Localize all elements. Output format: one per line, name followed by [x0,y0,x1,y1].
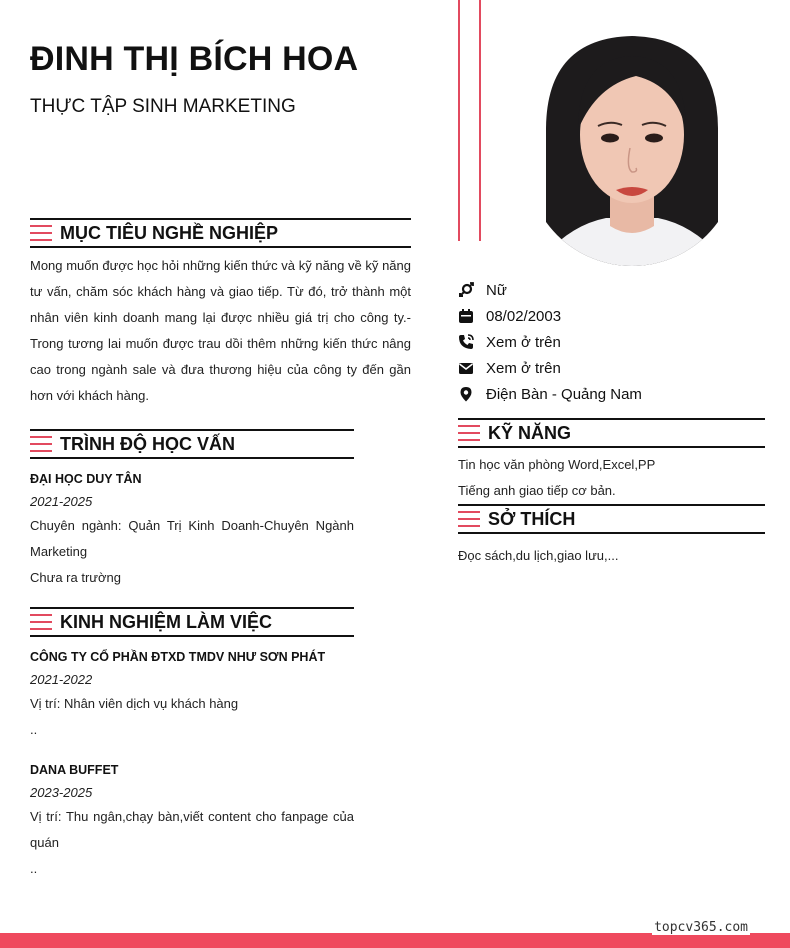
gender-value: Nữ [486,281,507,299]
job-position: Vị trí: Thu ngân,chạy bàn,viết content cho fanpage của quán [30,809,354,850]
location-icon [458,386,474,402]
footer-bar [0,933,790,948]
job-company: CÔNG TY CỔ PHẦN ĐTXD TMDV NHƯ SƠN PHÁT [30,650,326,664]
phone-icon [458,334,474,350]
job-note: .. [30,722,38,737]
calendar-icon [458,308,474,324]
job-period: 2021-2022 [30,672,93,687]
phone-row [458,332,561,352]
footer-site-link[interactable]: topcv365.com [654,920,748,935]
gender-row [458,280,507,300]
education-period: 2021-2025 [30,494,93,509]
education-status: Chưa ra trường [30,570,121,585]
dob-value: 08/02/2003 [486,307,562,325]
decor-line-right [479,0,481,241]
objective-text: Mong muốn được học hỏi những kiến thức và kỹ năng về kỹ năng tư vấn, chăm sóc khách hàng và giao tiếp. Từ đó, trở thành một nhân viên kinh doanh mang lại được nhiều giá trị cho công ty.- Trong tương lai muốn được trau dồi thêm những kiến thức nâng cao trong ngành sale và đưa thương hiệu của công ty đến gần hơn với khách hàng. [30,258,411,403]
experience-header [30,607,354,637]
skill-item: Tin học văn phòng Word,Excel,PP [458,457,656,472]
menu-lines-icon [30,436,52,452]
skills-header [458,418,765,448]
decor-line-left [458,0,460,241]
education-title: TRÌNH ĐỘ HỌC VẤN [60,433,235,454]
phone-value: Xem ở trên [486,333,561,351]
education-header [30,429,354,459]
address-row [458,384,642,404]
email-value: Xem ở trên [486,359,561,377]
hobbies-header [458,504,765,534]
education-major: Chuyên ngành: Quản Trị Kinh Doanh-Chuyên Ngành Marketing [30,518,354,559]
job-company: DANA BUFFET [30,763,119,777]
menu-lines-icon [458,511,480,527]
profile-photo [526,30,738,266]
skill-item: Tiếng anh giao tiếp cơ bản. [458,483,616,498]
menu-lines-icon [458,425,480,441]
dob-row [458,306,561,326]
email-icon [458,360,474,376]
candidate-name: ĐINH THỊ BÍCH HOA [30,40,359,78]
skills-title: KỸ NĂNG [488,422,572,443]
job-note: .. [30,861,38,876]
menu-lines-icon [30,614,52,630]
hobbies-text: Đọc sách,du lịch,giao lưu,... [458,548,619,563]
email-row [458,358,561,378]
objective-header [30,218,411,248]
job-period: 2023-2025 [30,785,93,800]
menu-lines-icon [30,225,52,241]
experience-title: KINH NGHIỆM LÀM VIỆC [60,611,273,632]
objective-title: MỤC TIÊU NGHỀ NGHIỆP [60,222,279,243]
gender-icon [458,282,474,298]
hobbies-title: SỞ THÍCH [488,508,576,529]
address-value: Điện Bàn - Quảng Nam [486,385,642,403]
school-name: ĐẠI HỌC DUY TÂN [30,472,142,486]
job-position: Vị trí: Nhân viên dịch vụ khách hàng [30,696,239,711]
job-title: THỰC TẬP SINH MARKETING [30,96,296,117]
